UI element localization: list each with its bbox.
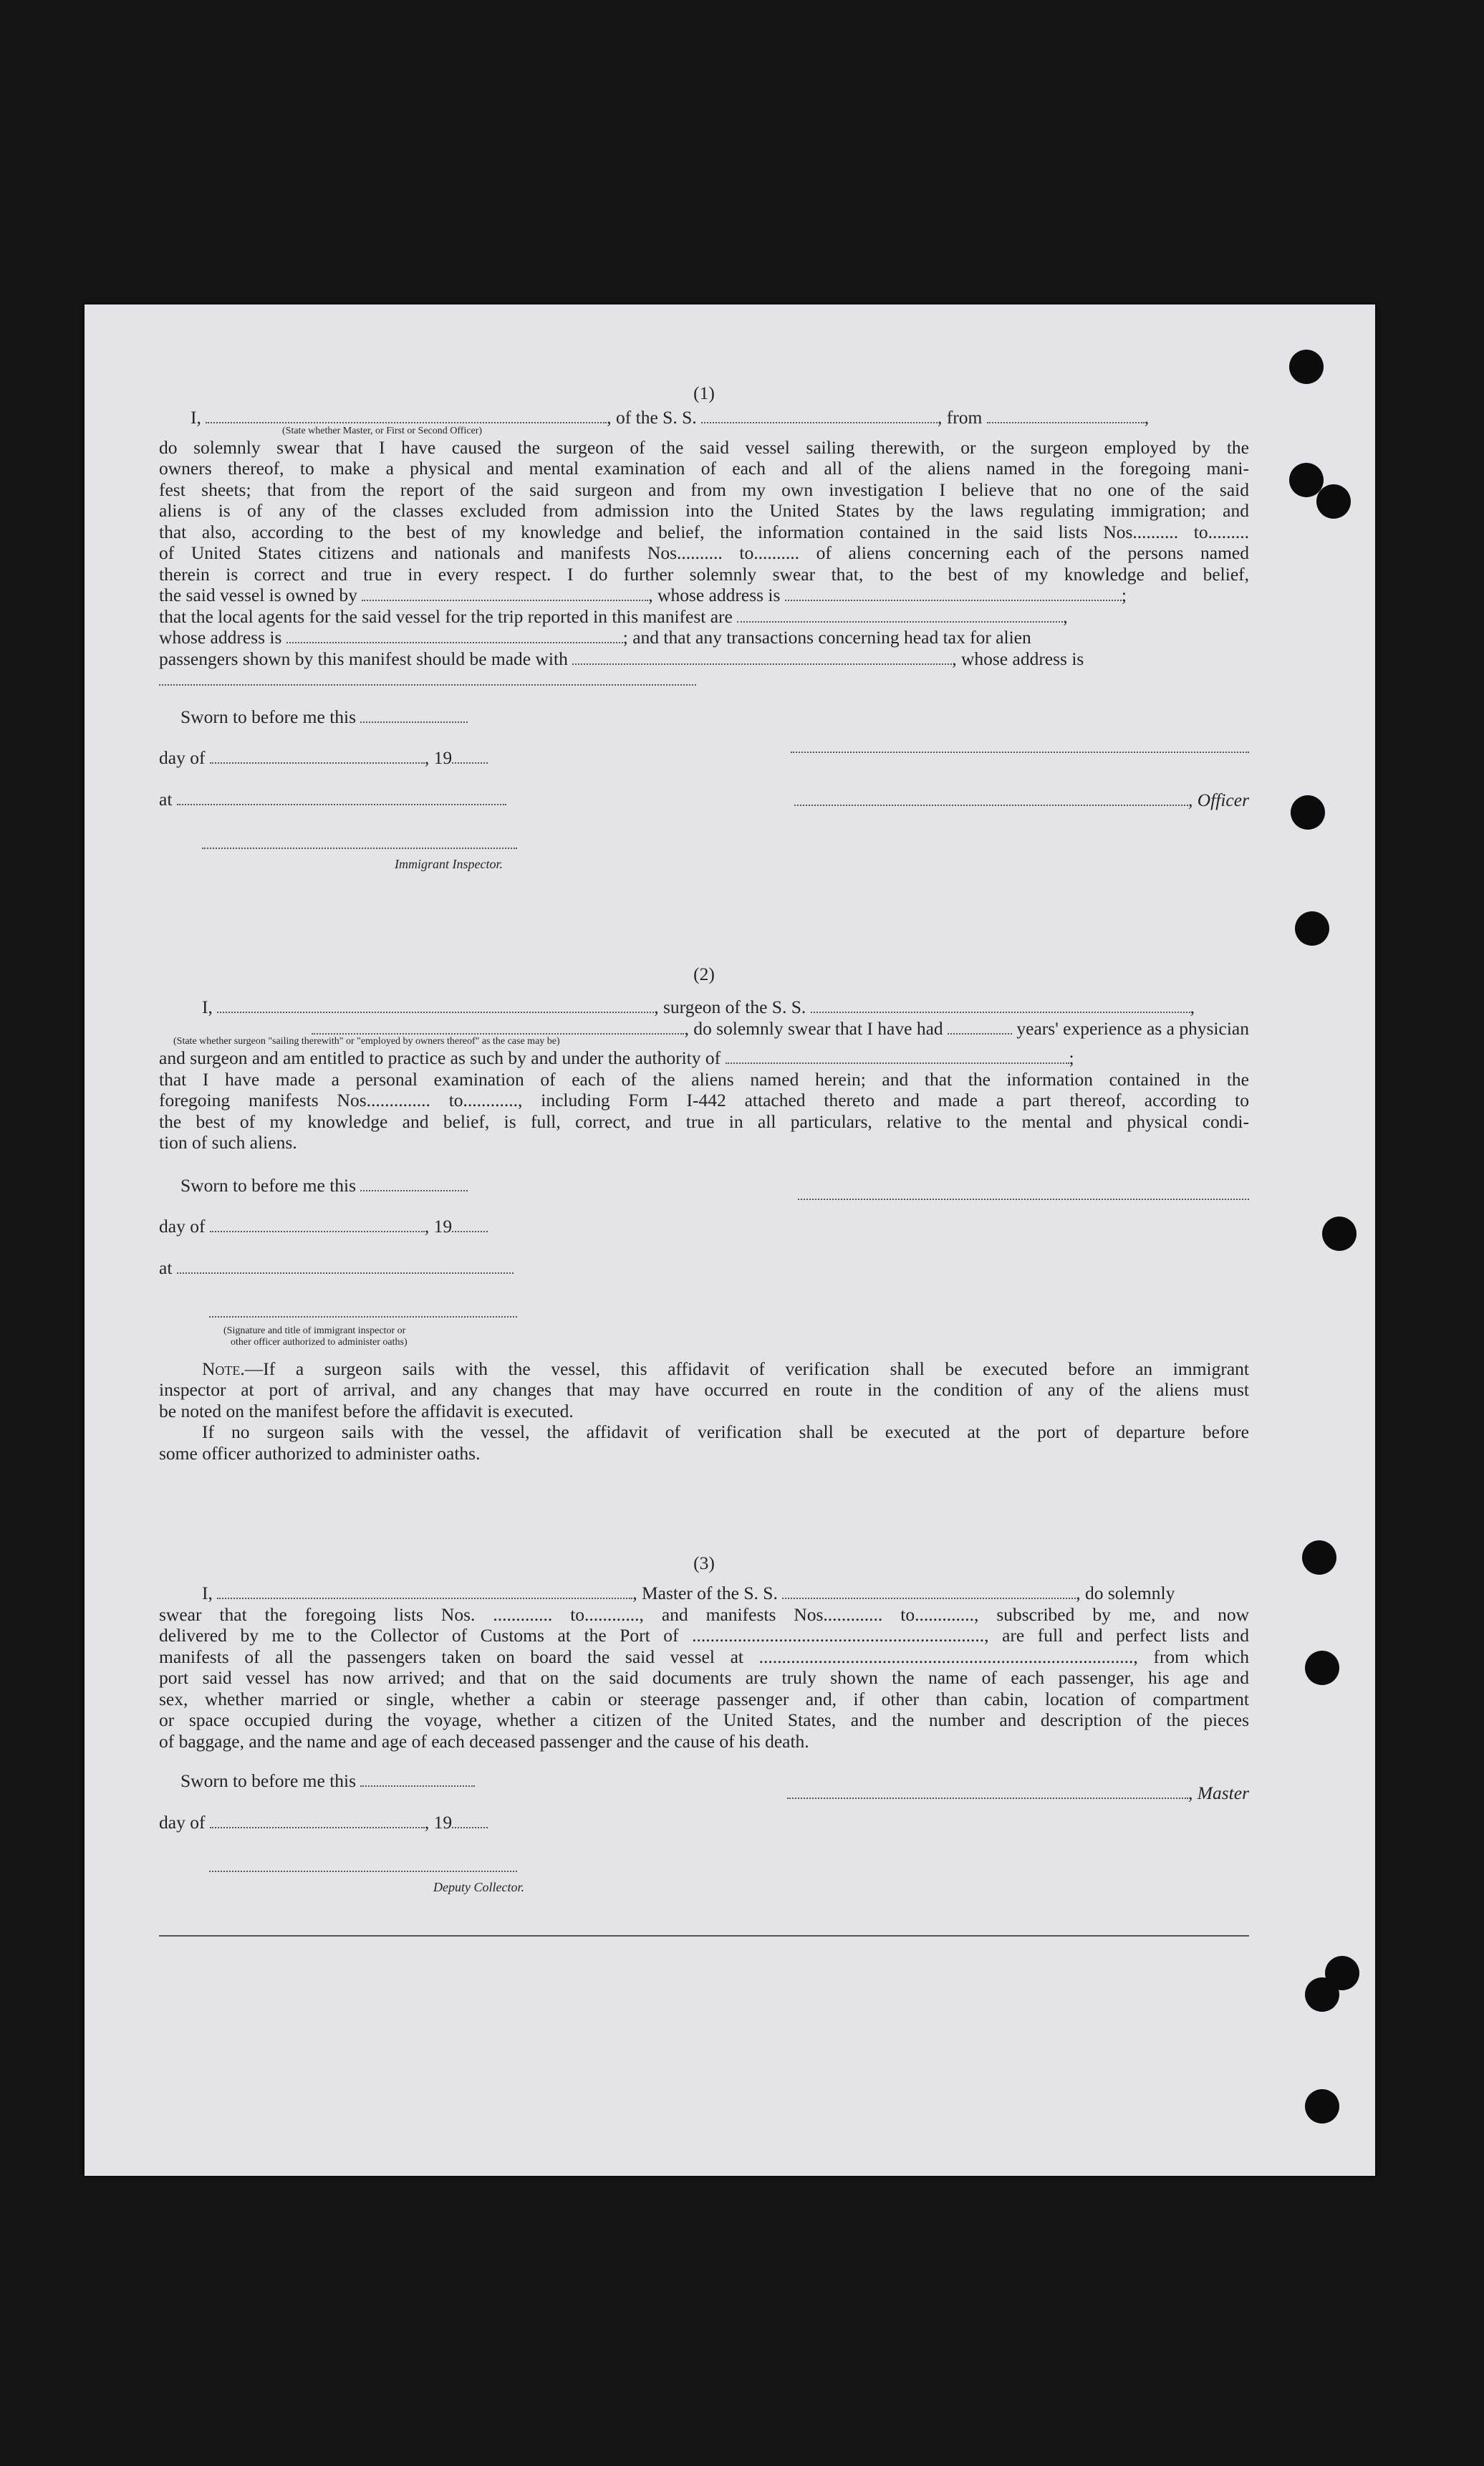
surgeon-type-field[interactable] <box>312 1020 684 1035</box>
body-line: do solemnly swear that I have caused the surgeon of the said vessel sailing therewith, or the surgeon employed by the <box>159 436 1249 458</box>
label: , Officer <box>1188 789 1249 810</box>
label: , whose address is <box>952 648 1084 669</box>
label: ; and that any transactions concerning head tax for alien <box>622 627 1031 648</box>
body-line: swear that the foregoing lists Nos. ............. to............, and manifests Nos............. to............., subscribed by me, and now <box>159 1603 1249 1625</box>
punch-hole <box>1305 1977 1339 2012</box>
sworn-date-field[interactable] <box>360 709 468 723</box>
vessel-field[interactable] <box>701 409 938 423</box>
note-text: —If a surgeon sails with the vessel, this affidavit of verification shall be executed before an immigrant <box>244 1358 1249 1379</box>
sworn-block <box>159 706 517 875</box>
year-field[interactable] <box>452 1814 488 1828</box>
body-line: fest sheets; that from the report of the said surgeon and from my own investigation I believe that no one of the said <box>159 479 1249 500</box>
signature-caption: (Signature and title of immigrant inspector or <box>223 1325 406 1336</box>
day-line <box>159 747 517 769</box>
no-surgeon-line: If no surgeon sails with the vessel, the affidavit of verification shall be executed at the port of departure before <box>202 1421 1249 1442</box>
inspector-caption: Immigrant Inspector. <box>395 856 503 871</box>
month-field[interactable] <box>210 1218 425 1232</box>
inspector-signature-field[interactable] <box>202 835 517 849</box>
master-signature-block <box>776 1783 1249 1899</box>
at-line <box>159 789 517 810</box>
punch-hole <box>1316 484 1351 519</box>
officer-name-line <box>784 737 1249 758</box>
section-collector-oath <box>159 1550 1249 1937</box>
officer-title-field[interactable] <box>794 792 1188 806</box>
master-signature-line <box>776 1783 1249 1804</box>
section-master-oath <box>159 380 1249 875</box>
label: ; <box>1069 1047 1074 1068</box>
years-field[interactable] <box>948 1020 1012 1035</box>
bottom-divider <box>159 1935 1249 1937</box>
note-line: inspector at port of arrival, and any changes that may have occurred en route in the condition of any of the aliens must <box>159 1379 1249 1400</box>
label: Sworn to before me this <box>180 1174 357 1196</box>
master-name-line <box>159 1583 1249 1604</box>
body-line: delivered by me to the Collector of Customs at the Port of ................................................................, are full and perfect lists and <box>159 1625 1249 1646</box>
owner-line <box>159 585 1249 606</box>
label: ; <box>1121 585 1127 605</box>
agents-address-line <box>159 627 1249 648</box>
inspector-signature-field[interactable] <box>209 1303 517 1318</box>
note-block <box>159 1358 1249 1464</box>
officer-block <box>784 737 1249 875</box>
port-field[interactable] <box>987 409 1145 423</box>
note-line <box>159 1358 1249 1380</box>
month-field[interactable] <box>210 749 425 764</box>
agents-field[interactable] <box>737 608 1063 623</box>
section-number: (2) <box>693 964 715 984</box>
authority-field[interactable] <box>726 1050 1069 1064</box>
label: day of <box>159 747 206 768</box>
punch-hole <box>1302 1540 1336 1575</box>
label: , surgeon of the S. S. <box>654 997 806 1017</box>
body-line: of United States citizens and nationals and manifests Nos.......... to.......... of aliens concerning each of the persons named <box>159 542 1249 563</box>
label: that the local agents for the said vessel for the trip reported in this manifest are <box>159 605 733 627</box>
body-line: sex, whether married or single, whether a cabin or steerage passenger and, if other than cabin, location of compartment <box>159 1688 1249 1709</box>
label: years' experience as a physician <box>1016 1017 1249 1039</box>
agents-line <box>159 606 1249 628</box>
oath-form <box>159 380 1249 1937</box>
punch-hole <box>1305 1651 1339 1685</box>
label: the said vessel is owned by <box>159 585 357 605</box>
signature-block <box>159 706 1249 875</box>
head-tax-address-field[interactable] <box>159 671 696 686</box>
surgeon-signature-field[interactable] <box>798 1186 1249 1200</box>
body-line: owners thereof, to make a physical and mental examination of each and all of the aliens named in the foregoing mani- <box>159 458 1249 479</box>
owner-address-field[interactable] <box>785 587 1122 601</box>
sworn-line <box>159 1175 531 1196</box>
collector-caption: Deputy Collector. <box>433 1879 524 1894</box>
at-line <box>159 1257 531 1279</box>
label: passengers shown by this manifest should be made with <box>159 648 568 669</box>
label: and surgeon and am entitled to practice as such by and under the authority of <box>159 1047 721 1068</box>
place-field[interactable] <box>177 1260 514 1274</box>
label: , Master <box>1188 1782 1249 1803</box>
authority-line <box>159 1047 1249 1069</box>
body-line: that also, according to the best of my knowledge and belief, the information contained in the said lists Nos.......... to......... <box>159 521 1249 542</box>
section-number: (3) <box>693 1553 715 1573</box>
month-field[interactable] <box>210 1814 425 1828</box>
no-surgeon-line: some officer authorized to administer oaths. <box>159 1442 481 1464</box>
sworn-block <box>159 1175 531 1348</box>
label: I, <box>202 1583 213 1603</box>
owner-field[interactable] <box>362 587 648 601</box>
body-line: that I have made a personal examination of each of the aliens named herein; and that the information contained in the <box>159 1068 1249 1090</box>
signature-block <box>159 1175 1249 1348</box>
label: , of the S. S. <box>607 407 697 428</box>
label: I, <box>202 997 213 1017</box>
signature-caption: other officer authorized to administer oaths) <box>231 1336 408 1348</box>
address-line <box>159 669 1249 691</box>
body-line: of baggage, and the name and age of each deceased passenger and the cause of his death. <box>159 1730 809 1752</box>
label: day of <box>159 1216 206 1237</box>
label: , whose address is <box>648 585 781 605</box>
section-surgeon-oath <box>159 961 1249 1464</box>
body-line: the best of my knowledge and belief, is full, correct, and true in all particulars, relative to the mental and physical condi- <box>159 1110 1249 1132</box>
punch-hole <box>1295 911 1329 946</box>
sworn-line <box>159 706 517 728</box>
body-line: or space occupied during the voyage, whether a citizen of the United States, and the number and description of the pieces <box>159 1709 1249 1730</box>
label: , do solemnly swear that I have had <box>684 1017 943 1039</box>
section-number: (1) <box>693 383 715 403</box>
sworn-date-field[interactable] <box>360 1177 468 1191</box>
punch-hole <box>1291 795 1325 830</box>
punch-hole <box>1289 350 1324 384</box>
note-label: Note. <box>202 1358 245 1379</box>
label: , <box>1144 407 1150 428</box>
sworn-block <box>159 1770 531 1898</box>
label: whose address is <box>159 627 282 648</box>
note-line: be noted on the manifest before the affidavit is executed. <box>159 1400 574 1421</box>
surgeon-signature-line <box>791 1184 1249 1205</box>
body-line: foregoing manifests Nos.............. to............, including Form I-442 attached thereto and made a part thereof, according to <box>159 1090 1249 1110</box>
master-name-field[interactable] <box>217 1585 632 1599</box>
signature-block <box>159 1770 1249 1898</box>
passengers-line <box>159 648 1249 670</box>
field-caption: (State whether surgeon "sailing therewith" or "employed by owners thereof" as the case may be) <box>173 1036 560 1047</box>
body-line: tion of such aliens. <box>159 1132 297 1153</box>
officer-title-line <box>784 790 1249 811</box>
place-field[interactable] <box>177 791 506 805</box>
surgeon-name-field[interactable] <box>217 999 654 1013</box>
surgeon-name-line <box>159 997 1249 1018</box>
agents-address-field[interactable] <box>286 629 623 643</box>
punch-hole <box>1322 1217 1357 1251</box>
sworn-date-field[interactable] <box>360 1772 475 1787</box>
inspector-signature-line <box>159 833 517 854</box>
punch-hole <box>1305 2089 1339 2124</box>
label: , <box>1063 605 1068 627</box>
day-line <box>159 1812 531 1833</box>
label: , do solemnly <box>1076 1583 1175 1603</box>
body-line: therein is correct and true in every respect. I do further solemnly swear that, to the best of my knowledge and belief, <box>159 563 1249 585</box>
body-line: port said vessel has now arrived; and that on the said documents are truly shown the name of each passenger, his age and <box>159 1667 1249 1688</box>
collector-signature-line <box>159 1856 531 1877</box>
vessel-field[interactable] <box>782 1585 1076 1599</box>
label: , from <box>938 407 983 428</box>
vessel-field[interactable] <box>811 999 1190 1013</box>
label: , <box>1190 997 1195 1017</box>
body-line: manifests of all the passengers taken on board the said vessel at .................................................................................., from which <box>159 1646 1249 1667</box>
label: , Master of the S. S. <box>632 1583 778 1603</box>
label: , 19 <box>424 747 453 768</box>
surgeon-signature-block <box>791 1184 1249 1348</box>
body-line: aliens is of any of the classes excluded from admission into the United States by the laws regulating immigration; and <box>159 500 1249 521</box>
inspector-signature-line <box>159 1301 531 1323</box>
year-field[interactable] <box>452 749 488 764</box>
year-field[interactable] <box>452 1218 488 1232</box>
label: Sworn to before me this <box>180 706 357 727</box>
label: , 19 <box>424 1216 453 1237</box>
label: at <box>159 1257 173 1278</box>
sworn-line <box>159 1770 531 1792</box>
field-caption: (State whether Master, or First or Second Officer) <box>282 425 483 436</box>
day-line <box>159 1216 531 1237</box>
label: at <box>159 788 173 810</box>
collector-signature-field[interactable] <box>209 1858 517 1872</box>
label: , 19 <box>424 1811 453 1833</box>
master-signature-field[interactable] <box>787 1785 1188 1799</box>
name-field[interactable] <box>206 409 607 423</box>
officer-name-field[interactable] <box>791 739 1249 753</box>
label: day of <box>159 1811 206 1833</box>
head-tax-agent-field[interactable] <box>572 651 952 665</box>
label: Sworn to before me this <box>180 1770 357 1791</box>
label: I, <box>191 407 201 428</box>
